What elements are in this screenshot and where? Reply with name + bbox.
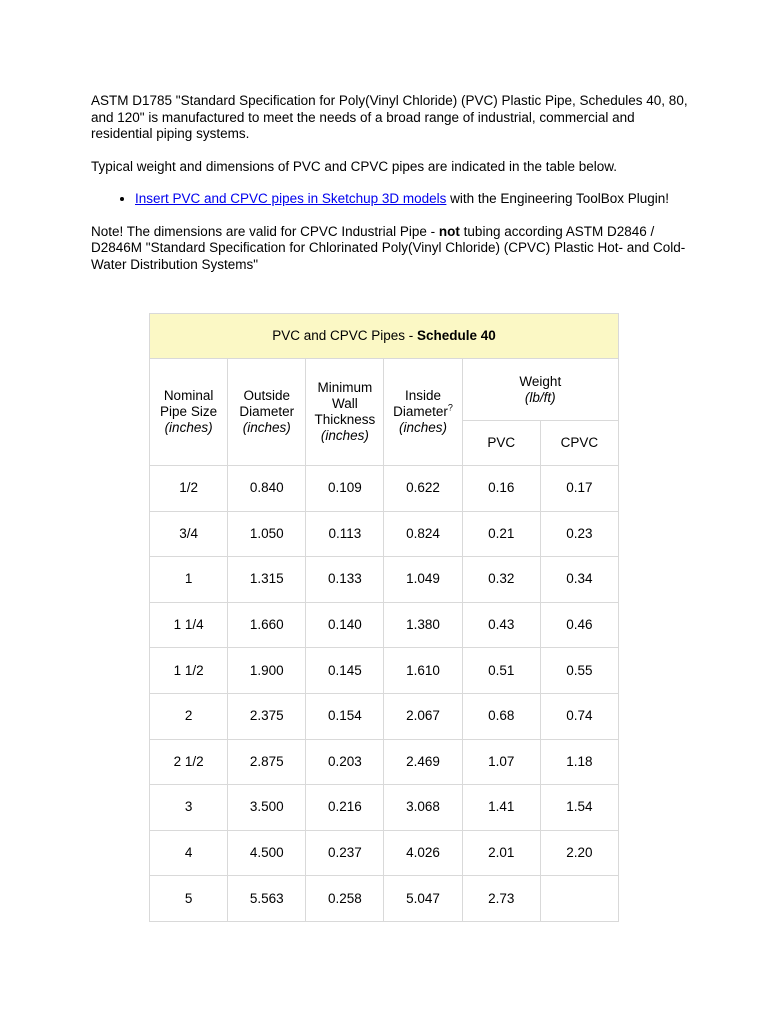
cell-inside: 3.068	[384, 785, 462, 831]
table-row	[150, 830, 619, 876]
caption-prefix: PVC and CPVC Pipes -	[272, 328, 417, 343]
cell-nominal: 3	[150, 785, 228, 831]
header-pvc: PVC	[462, 421, 540, 466]
cell-outside: 2.375	[228, 693, 306, 739]
cell-nominal: 5	[150, 876, 228, 922]
table-row	[150, 466, 619, 512]
header-wall-thickness: Minimum Wall Thickness (inches)	[306, 359, 384, 466]
cell-nominal: 2 1/2	[150, 739, 228, 785]
cell-cpvc-weight: 1.54	[540, 785, 618, 831]
cell-nominal: 3/4	[150, 511, 228, 557]
cell-wall: 0.216	[306, 785, 384, 831]
cell-inside: 5.047	[384, 876, 462, 922]
table-row	[150, 648, 619, 694]
cell-outside: 3.500	[228, 785, 306, 831]
cell-nominal: 1	[150, 557, 228, 603]
cell-cpvc-weight: 2.20	[540, 830, 618, 876]
cell-cpvc-weight: 0.46	[540, 602, 618, 648]
cell-cpvc-weight: 0.23	[540, 511, 618, 557]
cell-nominal: 1 1/4	[150, 602, 228, 648]
cell-nominal: 2	[150, 693, 228, 739]
cell-inside: 4.026	[384, 830, 462, 876]
sketchup-link[interactable]: Insert PVC and CPVC pipes in Sketchup 3D models	[135, 191, 447, 206]
link-list	[91, 191, 691, 208]
table-row	[150, 739, 619, 785]
cell-pvc-weight: 0.51	[462, 648, 540, 694]
table-caption	[150, 314, 619, 359]
cell-pvc-weight: 0.21	[462, 511, 540, 557]
cell-outside: 1.660	[228, 602, 306, 648]
cell-inside: 1.610	[384, 648, 462, 694]
cell-nominal: 1 1/2	[150, 648, 228, 694]
cell-pvc-weight: 1.07	[462, 739, 540, 785]
note-paragraph	[91, 224, 691, 274]
table-row	[150, 511, 619, 557]
cell-wall: 0.133	[306, 557, 384, 603]
list-item	[135, 191, 691, 208]
article-body	[91, 93, 691, 273]
note-suffix: tubing according ASTM D2846 / D2846M "Standard Specification for Chlorinated Poly(Vinyl Chloride) (CPVC) Plastic Hot- and Cold-Water Distribution Systems"	[91, 223, 686, 272]
header-inside-diameter: Inside Diameter? (inches)	[384, 359, 462, 466]
cell-inside: 0.824	[384, 511, 462, 557]
cell-nominal: 4	[150, 830, 228, 876]
cell-pvc-weight: 0.32	[462, 557, 540, 603]
link-suffix: with the Engineering ToolBox Plugin!	[446, 191, 670, 206]
table-row	[150, 557, 619, 603]
cell-pvc-weight: 2.73	[462, 876, 540, 922]
intro-paragraph: ASTM D1785 "Standard Specification for Poly(Vinyl Chloride) (PVC) Plastic Pipe, Schedules 40, 80, and 120" is manufactured to meet the needs of a broad range of industrial, commercial and residential piping systems.	[91, 93, 688, 141]
cell-cpvc-weight: 1.18	[540, 739, 618, 785]
cell-nominal: 1/2	[150, 466, 228, 512]
cell-cpvc-weight	[540, 876, 618, 922]
table-row	[150, 876, 619, 922]
cell-inside: 1.049	[384, 557, 462, 603]
note-emphasis: not	[438, 223, 460, 239]
cell-outside: 1.050	[228, 511, 306, 557]
cell-wall: 0.109	[306, 466, 384, 512]
cell-outside: 0.840	[228, 466, 306, 512]
cell-cpvc-weight: 0.55	[540, 648, 618, 694]
cell-wall: 0.258	[306, 876, 384, 922]
cell-pvc-weight: 1.41	[462, 785, 540, 831]
table-row	[150, 602, 619, 648]
cell-wall: 0.140	[306, 602, 384, 648]
cell-inside: 0.622	[384, 466, 462, 512]
cell-pvc-weight: 2.01	[462, 830, 540, 876]
header-nominal-size: Nominal Pipe Size (inches)	[150, 359, 228, 466]
cell-inside: 2.067	[384, 693, 462, 739]
cell-outside: 5.563	[228, 876, 306, 922]
table-row	[150, 785, 619, 831]
cell-inside: 1.380	[384, 602, 462, 648]
pipe-dimensions-table	[149, 313, 619, 922]
cell-cpvc-weight: 0.74	[540, 693, 618, 739]
cell-outside: 2.875	[228, 739, 306, 785]
header-outside-diameter: Outside Diameter (inches)	[228, 359, 306, 466]
cell-wall: 0.145	[306, 648, 384, 694]
cell-outside: 4.500	[228, 830, 306, 876]
cell-wall: 0.113	[306, 511, 384, 557]
cell-inside: 2.469	[384, 739, 462, 785]
cell-wall: 0.154	[306, 693, 384, 739]
cell-cpvc-weight: 0.17	[540, 466, 618, 512]
note-prefix: Note! The dimensions are valid for CPVC Industrial Pipe -	[91, 223, 439, 239]
cell-cpvc-weight: 0.34	[540, 557, 618, 603]
typical-paragraph: Typical weight and dimensions of PVC and CPVC pipes are indicated in the table below.	[91, 158, 618, 174]
cell-outside: 1.900	[228, 648, 306, 694]
cell-pvc-weight: 0.16	[462, 466, 540, 512]
header-cpvc: CPVC	[540, 421, 618, 466]
caption-schedule: Schedule 40	[417, 328, 496, 343]
cell-wall: 0.237	[306, 830, 384, 876]
cell-outside: 1.315	[228, 557, 306, 603]
cell-wall: 0.203	[306, 739, 384, 785]
cell-pvc-weight: 0.43	[462, 602, 540, 648]
cell-pvc-weight: 0.68	[462, 693, 540, 739]
header-weight: Weight (lb/ft)	[462, 359, 618, 421]
table-row	[150, 693, 619, 739]
